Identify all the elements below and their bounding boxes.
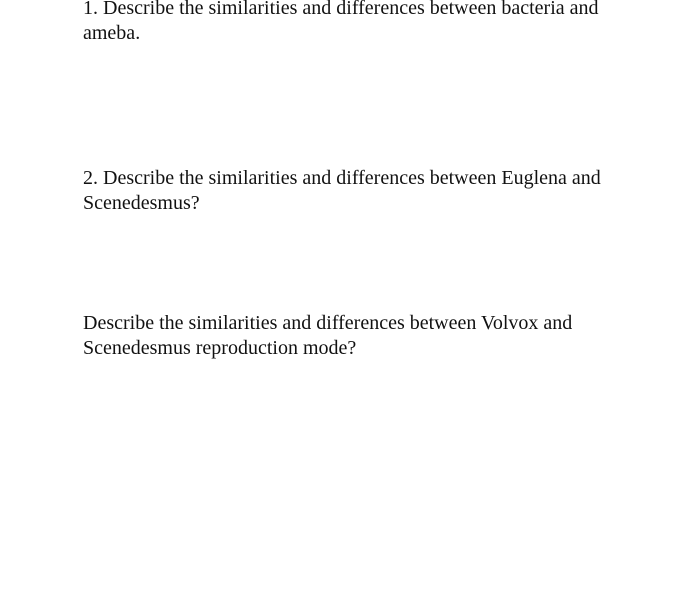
question-3	[83, 311, 643, 361]
question-3-line-2: Scenedesmus reproduction mode?	[83, 337, 357, 359]
question-3-line-1: Describe the similarities and differences between Volvox and	[83, 312, 573, 334]
question-2-line-1: 2. Describe the similarities and differences between Euglena and	[83, 167, 601, 189]
question-2-line-2: Scenedesmus?	[83, 192, 200, 214]
question-1-line-2: ameba.	[83, 22, 141, 44]
question-1	[83, 0, 643, 46]
question-1-line-1: 1. Describe the similarities and differences between bacteria and	[83, 0, 599, 19]
question-2	[83, 166, 643, 216]
